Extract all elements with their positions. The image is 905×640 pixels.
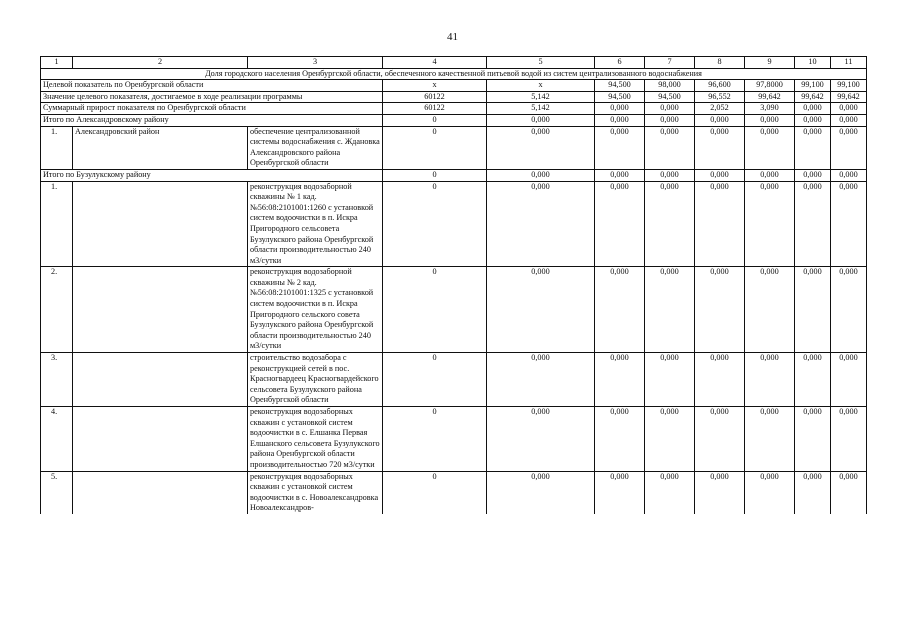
value-cell: 0,000	[695, 114, 745, 126]
value-cell: 0,000	[645, 169, 695, 181]
value-cell: 0,000	[595, 126, 645, 169]
row-number: 1.	[41, 126, 73, 169]
value-cell: 0,000	[595, 471, 645, 514]
measure-description: обеспечение централизованной системы водоснабжения с. Ждановка Александровского района Оренбургской области	[248, 126, 383, 169]
page-number: 41	[447, 31, 458, 43]
table-row	[41, 267, 867, 353]
column-number: 2	[73, 57, 248, 69]
value-cell: 0,000	[487, 169, 595, 181]
value-cell: 94,500	[595, 91, 645, 103]
value-cell: 0,000	[487, 181, 595, 267]
value-cell: 2,052	[695, 103, 745, 115]
value-cell: 0,000	[745, 267, 795, 353]
column-number: 6	[595, 57, 645, 69]
row-number: 5.	[41, 471, 73, 514]
district-total-label: Итого по Бузулукскому району	[41, 169, 383, 181]
column-number: 5	[487, 57, 595, 69]
value-cell: 0,000	[645, 114, 695, 126]
row-number: 2.	[41, 267, 73, 353]
value-cell: 0,000	[487, 267, 595, 353]
measure-description: реконструкция водозаборной скважины № 2 кад.№56:08:2101001:1325 с установкой систем водоочистки в п. Искра Пригородного сельского совета Бузулукского района Оренбургской области производительностью 240 м3/сутки	[248, 267, 383, 353]
value-cell: 0,000	[645, 267, 695, 353]
value-cell: 0,000	[595, 353, 645, 407]
value-cell: 0,000	[695, 267, 745, 353]
table-row	[41, 181, 867, 267]
measure-description: реконструкция водозаборной скважины № 1 кад.№56:08:2101001:1260 с установкой систем водоочистки в п. Искра Пригородного сельсовета Бузулукского района Оренбургской области производительностью 240 м3/сутки	[248, 181, 383, 267]
value-cell: 98,000	[645, 80, 695, 92]
table-row	[41, 471, 867, 514]
district-total-row	[41, 114, 867, 126]
district-total-row	[41, 169, 867, 181]
measure-description: реконструкция водозаборных скважин с установкой систем водоочистки в с. Елшанка Первая Елшанского сельсовета Бузулукского района Оренбургской области производительностью 720 м3/сутки	[248, 407, 383, 472]
value-cell: 0,000	[745, 126, 795, 169]
column-number: 3	[248, 57, 383, 69]
value-cell: 99,100	[795, 80, 831, 92]
value-cell: 0,000	[831, 267, 867, 353]
table-row	[41, 407, 867, 472]
district-name	[73, 353, 248, 407]
value-cell: 0,000	[745, 353, 795, 407]
table-body	[41, 57, 867, 514]
value-cell: 0,000	[645, 407, 695, 472]
district-total-label: Итого по Александровскому району	[41, 114, 383, 126]
district-name	[73, 181, 248, 267]
value-cell: 0	[383, 126, 487, 169]
value-cell: 0,000	[795, 126, 831, 169]
summary-label: Суммарный прирост показателя по Оренбургской области	[41, 103, 383, 115]
value-cell: 0,000	[795, 181, 831, 267]
value-cell: 0,000	[795, 407, 831, 472]
value-cell: 0,000	[645, 126, 695, 169]
value-cell: 0,000	[795, 353, 831, 407]
value-cell: 0,000	[595, 103, 645, 115]
value-cell: 94,500	[595, 80, 645, 92]
value-cell: 0,000	[595, 181, 645, 267]
column-number: 4	[383, 57, 487, 69]
value-cell: 0,000	[595, 267, 645, 353]
measure-description: реконструкция водозаборных скважин с установкой систем водоочистки в с. Новоалександровка Новоалександров-	[248, 471, 383, 514]
value-cell: 0,000	[695, 407, 745, 472]
value-cell: 0	[383, 267, 487, 353]
value-cell: 0,000	[487, 114, 595, 126]
value-cell: 0	[383, 471, 487, 514]
value-cell: 0,000	[745, 181, 795, 267]
value-cell: 0,000	[831, 103, 867, 115]
value-cell: 0,000	[745, 169, 795, 181]
column-number: 10	[795, 57, 831, 69]
summary-label: Значение целевого показателя, достигаемое в ходе реализации программы	[41, 91, 383, 103]
value-cell: 0,000	[831, 169, 867, 181]
value-cell: 0,000	[795, 169, 831, 181]
value-cell: 0,000	[795, 114, 831, 126]
value-cell: 96,552	[695, 91, 745, 103]
section-title: Доля городского населения Оренбургской области, обеспеченного качественной питьевой водой из систем централизованного водоснабжения	[41, 68, 867, 80]
value-cell: 60122	[383, 91, 487, 103]
value-cell: 0,000	[487, 353, 595, 407]
value-cell: 0	[383, 114, 487, 126]
district-name	[73, 407, 248, 472]
value-cell: 0,000	[695, 181, 745, 267]
value-cell: 0,000	[487, 471, 595, 514]
district-name: Александровский район	[73, 126, 248, 169]
value-cell: 96,600	[695, 80, 745, 92]
column-number: 1	[41, 57, 73, 69]
value-cell: 0,000	[831, 407, 867, 472]
value-cell: 5,142	[487, 91, 595, 103]
value-cell: 0	[383, 169, 487, 181]
value-cell: 0,000	[645, 103, 695, 115]
value-cell: 0,000	[487, 126, 595, 169]
value-cell: 0,000	[831, 181, 867, 267]
table-row	[41, 126, 867, 169]
value-cell: 0,000	[595, 407, 645, 472]
value-cell: 99,642	[795, 91, 831, 103]
section-title-row	[41, 68, 867, 80]
value-cell: 60122	[383, 103, 487, 115]
value-cell: 0,000	[695, 169, 745, 181]
column-number-row	[41, 57, 867, 69]
value-cell: 0,000	[831, 114, 867, 126]
value-cell: 0,000	[795, 267, 831, 353]
row-number: 3.	[41, 353, 73, 407]
value-cell: 5,142	[487, 103, 595, 115]
column-number: 9	[745, 57, 795, 69]
value-cell: x	[487, 80, 595, 92]
indicator-table	[40, 56, 867, 514]
column-number: 11	[831, 57, 867, 69]
value-cell: 0,000	[645, 181, 695, 267]
value-cell: 0,000	[795, 471, 831, 514]
value-cell: 94,500	[645, 91, 695, 103]
summary-row	[41, 103, 867, 115]
district-name	[73, 267, 248, 353]
value-cell: 0,000	[831, 126, 867, 169]
value-cell: 0	[383, 181, 487, 267]
value-cell: 0,000	[745, 407, 795, 472]
summary-row	[41, 91, 867, 103]
row-number: 1.	[41, 181, 73, 267]
value-cell: 0,000	[831, 471, 867, 514]
value-cell: 0,000	[745, 114, 795, 126]
column-number: 8	[695, 57, 745, 69]
column-number: 7	[645, 57, 695, 69]
value-cell: 97,8000	[745, 80, 795, 92]
row-number: 4.	[41, 407, 73, 472]
value-cell: 0,000	[795, 103, 831, 115]
value-cell: 0,000	[595, 114, 645, 126]
value-cell: 0	[383, 353, 487, 407]
value-cell: x	[383, 80, 487, 92]
district-name	[73, 471, 248, 514]
value-cell: 0,000	[645, 353, 695, 407]
value-cell: 3,090	[745, 103, 795, 115]
value-cell: 0,000	[695, 471, 745, 514]
value-cell: 0,000	[595, 169, 645, 181]
value-cell: 99,642	[831, 91, 867, 103]
table-row	[41, 353, 867, 407]
value-cell: 0,000	[487, 407, 595, 472]
summary-row	[41, 80, 867, 92]
value-cell: 0,000	[745, 471, 795, 514]
value-cell: 0,000	[695, 353, 745, 407]
measure-description: строительство водозабора с реконструкцией сетей в пос. Красногвардеец Красногвардейского сельсовета Бузулукского района Оренбургской области	[248, 353, 383, 407]
value-cell: 0	[383, 407, 487, 472]
summary-label: Целевой показатель по Оренбургской области	[41, 80, 383, 92]
value-cell: 0,000	[645, 471, 695, 514]
value-cell: 0,000	[831, 353, 867, 407]
value-cell: 0,000	[695, 126, 745, 169]
value-cell: 99,100	[831, 80, 867, 92]
value-cell: 99,642	[745, 91, 795, 103]
